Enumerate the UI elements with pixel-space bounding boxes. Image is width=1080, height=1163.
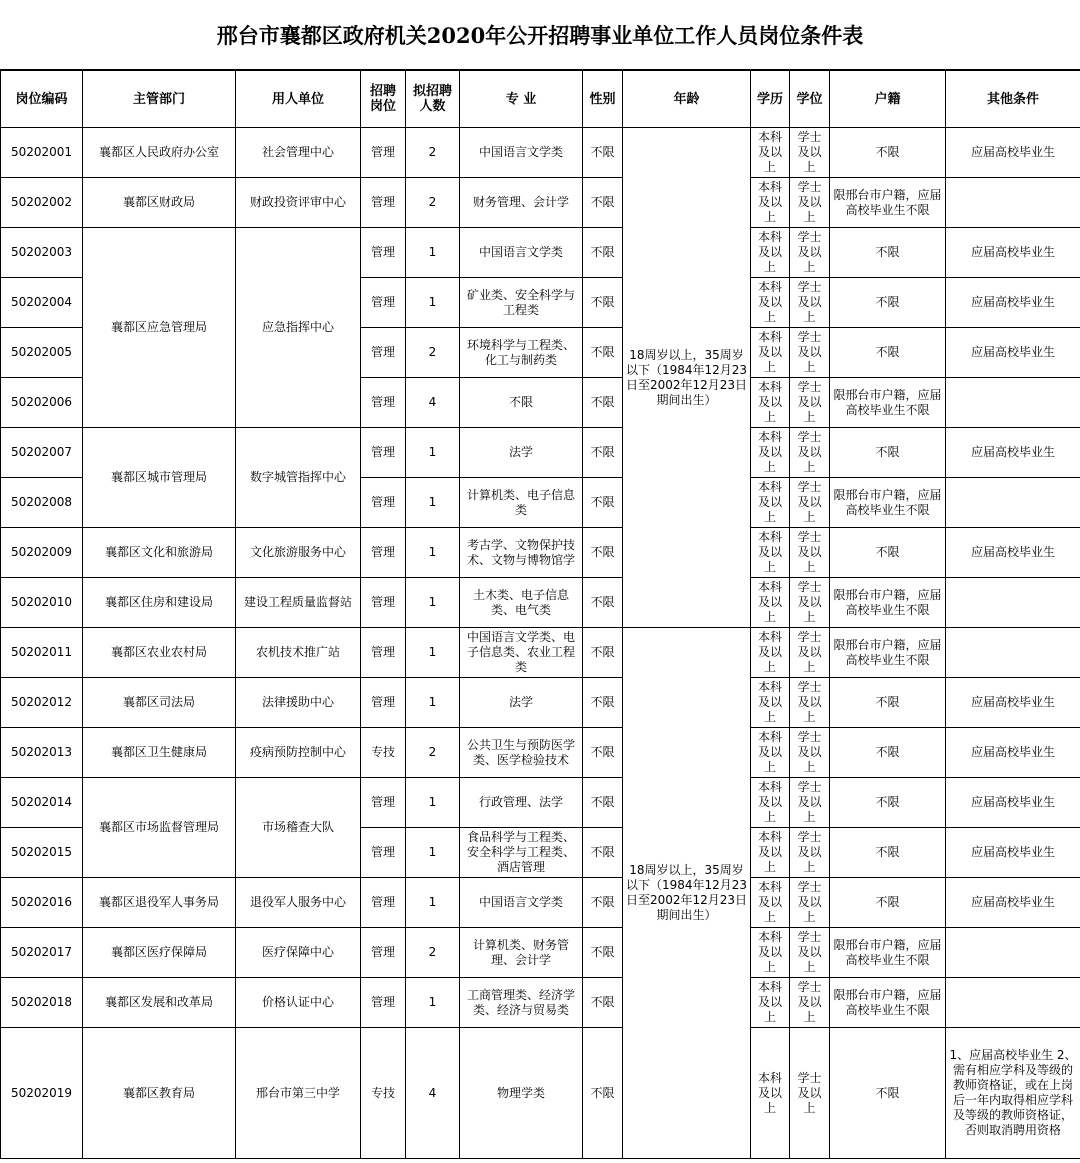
header-post: 招聘 岗位 (361, 71, 406, 128)
cell-other (946, 978, 1080, 1028)
cell-hukou: 不限 (830, 1028, 946, 1159)
cell-num: 1 (406, 778, 460, 828)
cell-code: 50202015 (1, 828, 83, 878)
cell-post: 管理 (361, 828, 406, 878)
cell-post: 专技 (361, 728, 406, 778)
cell-gender: 不限 (583, 628, 623, 678)
cell-code: 50202008 (1, 478, 83, 528)
cell-degree: 学士及以上 (790, 978, 830, 1028)
cell-gender: 不限 (583, 378, 623, 428)
cell-code: 50202014 (1, 778, 83, 828)
cell-gender: 不限 (583, 578, 623, 628)
header-degree: 学位 (790, 71, 830, 128)
table-row (1, 178, 1080, 228)
cell-dept: 襄都区市场监督管理局 (83, 778, 236, 878)
table-row (1, 428, 1080, 478)
table-row (1, 228, 1080, 278)
cell-post: 专技 (361, 1028, 406, 1159)
cell-code: 50202009 (1, 528, 83, 578)
cell-dept: 襄都区医疗保障局 (83, 928, 236, 978)
table-row (1, 878, 1080, 928)
header-code: 岗位编码 (1, 71, 83, 128)
cell-major: 食品科学与工程类、安全科学与工程类、酒店管理 (460, 828, 583, 878)
cell-edu: 本科及以上 (751, 578, 790, 628)
header-row (1, 71, 1080, 128)
cell-other: 应届高校毕业生 (946, 728, 1080, 778)
cell-code: 50202010 (1, 578, 83, 628)
cell-dept: 襄都区司法局 (83, 678, 236, 728)
cell-num: 1 (406, 628, 460, 678)
cell-hukou: 不限 (830, 228, 946, 278)
cell-post: 管理 (361, 628, 406, 678)
cell-gender: 不限 (583, 678, 623, 728)
cell-num: 1 (406, 878, 460, 928)
cell-num: 1 (406, 678, 460, 728)
cell-post: 管理 (361, 528, 406, 578)
cell-unit: 农机技术推广站 (236, 628, 361, 678)
cell-code: 50202013 (1, 728, 83, 778)
cell-num: 1 (406, 578, 460, 628)
cell-other (946, 928, 1080, 978)
cell-major: 计算机类、电子信息类 (460, 478, 583, 528)
cell-other: 应届高校毕业生 (946, 878, 1080, 928)
cell-unit: 应急指挥中心 (236, 228, 361, 428)
cell-hukou: 限邢台市户籍，应届高校毕业生不限 (830, 628, 946, 678)
header-other: 其他条件 (946, 71, 1080, 128)
cell-edu: 本科及以上 (751, 678, 790, 728)
cell-unit: 建设工程质量监督站 (236, 578, 361, 628)
cell-hukou: 限邢台市户籍，应届高校毕业生不限 (830, 378, 946, 428)
cell-other: 应届高校毕业生 (946, 278, 1080, 328)
cell-code: 50202017 (1, 928, 83, 978)
cell-edu: 本科及以上 (751, 378, 790, 428)
cell-gender: 不限 (583, 478, 623, 528)
cell-code: 50202018 (1, 978, 83, 1028)
cell-edu: 本科及以上 (751, 928, 790, 978)
table-row (1, 778, 1080, 828)
cell-edu: 本科及以上 (751, 728, 790, 778)
cell-other: 1、应届高校毕业生 2、需有相应学科及等级的教师资格证，或在上岗后一年内取得相应学科及等级的教师资格证，否则取消聘用资格 (946, 1028, 1080, 1159)
cell-other (946, 578, 1080, 628)
cell-hukou: 不限 (830, 528, 946, 578)
cell-gender: 不限 (583, 228, 623, 278)
cell-major: 环境科学与工程类、化工与制药类 (460, 328, 583, 378)
cell-unit: 市场稽查大队 (236, 778, 361, 878)
cell-dept: 襄都区财政局 (83, 178, 236, 228)
cell-edu: 本科及以上 (751, 328, 790, 378)
cell-other (946, 378, 1080, 428)
cell-degree: 学士及以上 (790, 278, 830, 328)
cell-hukou: 限邢台市户籍，应届高校毕业生不限 (830, 578, 946, 628)
cell-gender: 不限 (583, 428, 623, 478)
cell-major: 矿业类、安全科学与工程类 (460, 278, 583, 328)
cell-major: 土木类、电子信息类、电气类 (460, 578, 583, 628)
position-table (0, 70, 1080, 1159)
header-unit: 用人单位 (236, 71, 361, 128)
cell-num: 1 (406, 228, 460, 278)
cell-hukou: 不限 (830, 778, 946, 828)
cell-dept: 襄都区教育局 (83, 1028, 236, 1159)
cell-degree: 学士及以上 (790, 378, 830, 428)
cell-degree: 学士及以上 (790, 628, 830, 678)
cell-dept: 襄都区农业农村局 (83, 628, 236, 678)
cell-major: 中国语言文学类、电子信息类、农业工程类 (460, 628, 583, 678)
cell-major: 中国语言文学类 (460, 228, 583, 278)
cell-post: 管理 (361, 278, 406, 328)
cell-code: 50202011 (1, 628, 83, 678)
cell-num: 2 (406, 128, 460, 178)
cell-post: 管理 (361, 178, 406, 228)
cell-post: 管理 (361, 578, 406, 628)
cell-dept: 襄都区人民政府办公室 (83, 128, 236, 178)
cell-gender: 不限 (583, 278, 623, 328)
cell-degree: 学士及以上 (790, 828, 830, 878)
cell-unit: 邢台市第三中学 (236, 1028, 361, 1159)
cell-num: 2 (406, 328, 460, 378)
cell-degree: 学士及以上 (790, 428, 830, 478)
header-num: 拟招聘 人数 (406, 71, 460, 128)
cell-gender: 不限 (583, 1028, 623, 1159)
cell-hukou: 不限 (830, 878, 946, 928)
table-row (1, 578, 1080, 628)
cell-num: 1 (406, 478, 460, 528)
cell-degree: 学士及以上 (790, 228, 830, 278)
cell-unit: 退役军人服务中心 (236, 878, 361, 928)
page-title: 邢台市襄都区政府机关2020年公开招聘事业单位工作人员岗位条件表 (0, 0, 1080, 70)
cell-gender: 不限 (583, 128, 623, 178)
cell-other: 应届高校毕业生 (946, 778, 1080, 828)
cell-post: 管理 (361, 928, 406, 978)
cell-hukou: 限邢台市户籍，应届高校毕业生不限 (830, 978, 946, 1028)
cell-hukou: 不限 (830, 428, 946, 478)
table-row (1, 928, 1080, 978)
cell-post: 管理 (361, 328, 406, 378)
cell-hukou: 限邢台市户籍，应届高校毕业生不限 (830, 178, 946, 228)
cell-degree: 学士及以上 (790, 178, 830, 228)
cell-post: 管理 (361, 378, 406, 428)
table-row (1, 678, 1080, 728)
cell-edu: 本科及以上 (751, 1028, 790, 1159)
cell-degree: 学士及以上 (790, 328, 830, 378)
cell-code: 50202005 (1, 328, 83, 378)
cell-other: 应届高校毕业生 (946, 678, 1080, 728)
cell-gender: 不限 (583, 178, 623, 228)
cell-num: 2 (406, 728, 460, 778)
cell-edu: 本科及以上 (751, 628, 790, 678)
cell-edu: 本科及以上 (751, 778, 790, 828)
cell-degree: 学士及以上 (790, 478, 830, 528)
cell-other (946, 478, 1080, 528)
cell-age: 18周岁以上，35周岁以下（1984年12月23日至2002年12月23日期间出生） (623, 628, 751, 1159)
cell-num: 1 (406, 428, 460, 478)
header-edu: 学历 (751, 71, 790, 128)
cell-gender: 不限 (583, 978, 623, 1028)
cell-unit: 疫病预防控制中心 (236, 728, 361, 778)
cell-code: 50202007 (1, 428, 83, 478)
table-row (1, 978, 1080, 1028)
cell-other: 应届高校毕业生 (946, 828, 1080, 878)
cell-code: 50202002 (1, 178, 83, 228)
cell-dept: 襄都区卫生健康局 (83, 728, 236, 778)
header-age: 年龄 (623, 71, 751, 128)
cell-dept: 襄都区文化和旅游局 (83, 528, 236, 578)
cell-hukou: 不限 (830, 128, 946, 178)
cell-major: 中国语言文学类 (460, 878, 583, 928)
cell-gender: 不限 (583, 728, 623, 778)
cell-code: 50202003 (1, 228, 83, 278)
cell-major: 考古学、文物保护技术、文物与博物馆学 (460, 528, 583, 578)
cell-edu: 本科及以上 (751, 828, 790, 878)
table-row (1, 728, 1080, 778)
cell-post: 管理 (361, 128, 406, 178)
cell-edu: 本科及以上 (751, 528, 790, 578)
cell-dept: 襄都区城市管理局 (83, 428, 236, 528)
cell-hukou: 不限 (830, 728, 946, 778)
cell-gender: 不限 (583, 878, 623, 928)
cell-post: 管理 (361, 878, 406, 928)
cell-edu: 本科及以上 (751, 228, 790, 278)
cell-degree: 学士及以上 (790, 778, 830, 828)
cell-unit: 价格认证中心 (236, 978, 361, 1028)
cell-major: 工商管理类、经济学类、经济与贸易类 (460, 978, 583, 1028)
cell-major: 物理学类 (460, 1028, 583, 1159)
table-row (1, 628, 1080, 678)
cell-degree: 学士及以上 (790, 878, 830, 928)
cell-post: 管理 (361, 678, 406, 728)
cell-major: 公共卫生与预防医学类、医学检验技术 (460, 728, 583, 778)
cell-code: 50202001 (1, 128, 83, 178)
cell-num: 1 (406, 528, 460, 578)
cell-num: 1 (406, 278, 460, 328)
cell-edu: 本科及以上 (751, 428, 790, 478)
cell-post: 管理 (361, 778, 406, 828)
cell-major: 行政管理、法学 (460, 778, 583, 828)
cell-code: 50202019 (1, 1028, 83, 1159)
cell-unit: 法律援助中心 (236, 678, 361, 728)
cell-hukou: 不限 (830, 328, 946, 378)
cell-edu: 本科及以上 (751, 128, 790, 178)
cell-unit: 社会管理中心 (236, 128, 361, 178)
table-row (1, 528, 1080, 578)
cell-code: 50202016 (1, 878, 83, 928)
cell-other: 应届高校毕业生 (946, 228, 1080, 278)
table-row (1, 1028, 1080, 1159)
cell-edu: 本科及以上 (751, 978, 790, 1028)
cell-post: 管理 (361, 428, 406, 478)
cell-edu: 本科及以上 (751, 178, 790, 228)
cell-other (946, 628, 1080, 678)
cell-gender: 不限 (583, 928, 623, 978)
cell-major: 财务管理、会计学 (460, 178, 583, 228)
cell-age: 18周岁以上，35周岁以下（1984年12月23日至2002年12月23日期间出生） (623, 128, 751, 628)
cell-num: 1 (406, 978, 460, 1028)
cell-num: 2 (406, 928, 460, 978)
cell-degree: 学士及以上 (790, 928, 830, 978)
cell-other: 应届高校毕业生 (946, 328, 1080, 378)
cell-num: 4 (406, 1028, 460, 1159)
cell-post: 管理 (361, 478, 406, 528)
cell-other: 应届高校毕业生 (946, 428, 1080, 478)
cell-code: 50202006 (1, 378, 83, 428)
cell-dept: 襄都区应急管理局 (83, 228, 236, 428)
cell-degree: 学士及以上 (790, 728, 830, 778)
cell-degree: 学士及以上 (790, 678, 830, 728)
cell-edu: 本科及以上 (751, 278, 790, 328)
cell-unit: 文化旅游服务中心 (236, 528, 361, 578)
cell-major: 计算机类、财务管理、会计学 (460, 928, 583, 978)
cell-major: 不限 (460, 378, 583, 428)
header-dept: 主管部门 (83, 71, 236, 128)
cell-degree: 学士及以上 (790, 128, 830, 178)
cell-gender: 不限 (583, 328, 623, 378)
cell-other (946, 178, 1080, 228)
cell-gender: 不限 (583, 528, 623, 578)
header-hukou: 户籍 (830, 71, 946, 128)
cell-major: 中国语言文学类 (460, 128, 583, 178)
cell-hukou: 不限 (830, 828, 946, 878)
cell-edu: 本科及以上 (751, 878, 790, 928)
cell-degree: 学士及以上 (790, 1028, 830, 1159)
cell-num: 4 (406, 378, 460, 428)
cell-unit: 财政投资评审中心 (236, 178, 361, 228)
cell-code: 50202004 (1, 278, 83, 328)
cell-unit: 数字城管指挥中心 (236, 428, 361, 528)
cell-degree: 学士及以上 (790, 528, 830, 578)
cell-num: 1 (406, 828, 460, 878)
cell-gender: 不限 (583, 828, 623, 878)
cell-post: 管理 (361, 978, 406, 1028)
cell-num: 2 (406, 178, 460, 228)
cell-hukou: 限邢台市户籍，应届高校毕业生不限 (830, 928, 946, 978)
cell-hukou: 限邢台市户籍，应届高校毕业生不限 (830, 478, 946, 528)
cell-hukou: 不限 (830, 278, 946, 328)
header-gender: 性别 (583, 71, 623, 128)
header-major: 专 业 (460, 71, 583, 128)
table-row (1, 128, 1080, 178)
cell-edu: 本科及以上 (751, 478, 790, 528)
cell-other: 应届高校毕业生 (946, 128, 1080, 178)
cell-post: 管理 (361, 228, 406, 278)
cell-hukou: 不限 (830, 678, 946, 728)
cell-major: 法学 (460, 428, 583, 478)
cell-gender: 不限 (583, 778, 623, 828)
cell-degree: 学士及以上 (790, 578, 830, 628)
cell-dept: 襄都区发展和改革局 (83, 978, 236, 1028)
cell-dept: 襄都区退役军人事务局 (83, 878, 236, 928)
cell-unit: 医疗保障中心 (236, 928, 361, 978)
cell-other: 应届高校毕业生 (946, 528, 1080, 578)
cell-dept: 襄都区住房和建设局 (83, 578, 236, 628)
cell-code: 50202012 (1, 678, 83, 728)
cell-major: 法学 (460, 678, 583, 728)
